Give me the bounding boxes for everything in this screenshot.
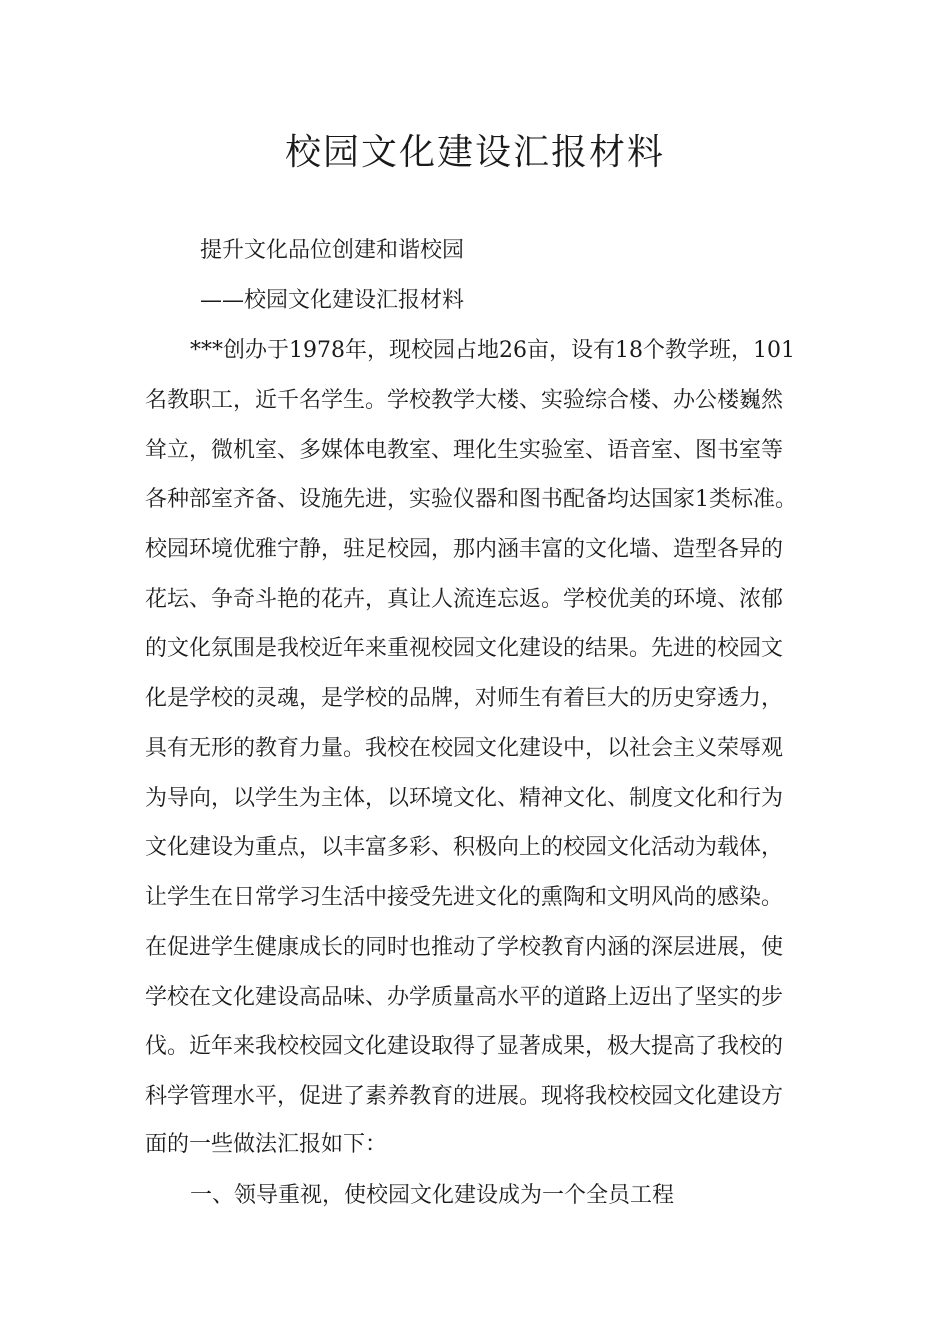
paragraph-line: 伐。近年来我校校园文化建设取得了显著成果，极大提高了我校的 (145, 1034, 784, 1059)
paragraph-line: 花坛、争奇斗艳的花卉，真让人流连忘返。学校优美的环境、浓郁 (145, 587, 784, 612)
paragraph-line: 校园环境优雅宁静，驻足校园，那内涵丰富的文化墙、造型各异的 (145, 537, 784, 562)
paragraph-line: 文化建设为重点，以丰富多彩、积极向上的校园文化活动为载体， (145, 835, 784, 860)
section-heading: 一、领导重视，使校园文化建设成为一个全员工程 (190, 1183, 675, 1208)
paragraph-line: 各种部室齐备、设施先进，实验仪器和图书配备均达国家1类标准。 (145, 487, 797, 512)
paragraph-line: 为导向，以学生为主体，以环境文化、精神文化、制度文化和行为 (145, 786, 784, 811)
paragraph-line: 具有无形的教育力量。我校在校园文化建设中，以社会主义荣辱观 (145, 736, 784, 761)
document-subtitle-secondary: ——校园文化建设汇报材料 (200, 288, 465, 313)
paragraph-line: 化是学校的灵魂，是学校的品牌，对师生有着巨大的历史穿透力， (145, 686, 784, 711)
paragraph-line: 科学管理水平，促进了素养教育的进展。现将我校校园文化建设方 (145, 1084, 784, 1109)
document-title: 校园文化建设汇报材料 (284, 132, 665, 173)
paragraph-line: 学校在文化建设高品味、办学质量高水平的道路上迈出了坚实的步 (145, 985, 784, 1010)
paragraph-line: 名教职工，近千名学生。学校教学大楼、实验综合楼、办公楼巍然 (145, 388, 784, 413)
document-subtitle: 提升文化品位创建和谐校园 (200, 238, 465, 263)
paragraph-line: 面的一些做法汇报如下： (145, 1132, 388, 1157)
paragraph-line: 在促进学生健康成长的同时也推动了学校教育内涵的深层进展，使 (145, 935, 784, 960)
paragraph-line: 的文化氛围是我校近年来重视校园文化建设的结果。先进的校园文 (145, 636, 784, 661)
paragraph-line: 让学生在日常学习生活中接受先进文化的熏陶和文明风尚的感染。 (145, 885, 784, 910)
paragraph-line: 耸立，微机室、多媒体电教室、理化生实验室、语音室、图书室等 (145, 438, 784, 463)
paragraph-line: ***创办于1978年，现校园占地26亩，设有18个教学班，101 (190, 338, 795, 363)
